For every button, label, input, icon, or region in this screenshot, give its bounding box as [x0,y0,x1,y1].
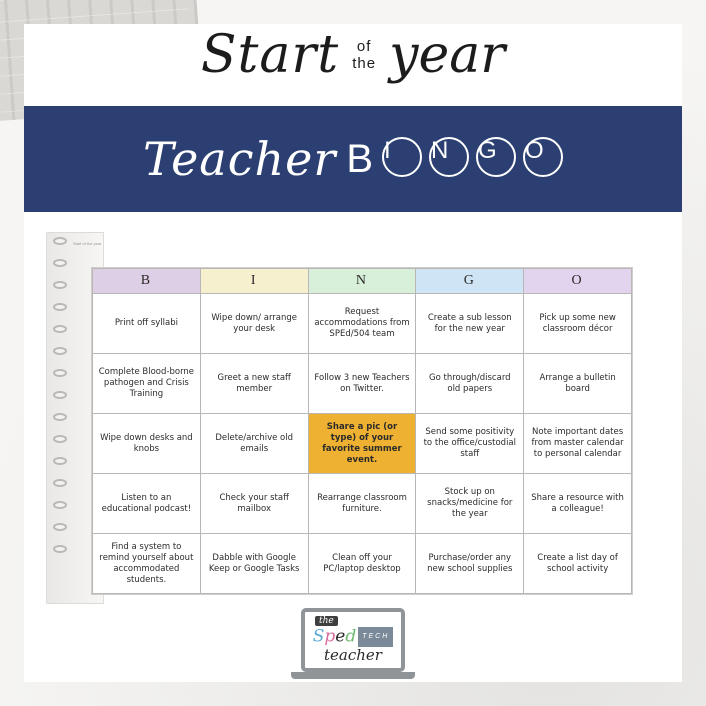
bingo-cell[interactable]: Share a resource with a colleague! [524,474,632,534]
poster-title-line2 [143,132,563,186]
bingo-cell[interactable]: Note important dates from master calendar to personal calendar [524,414,632,474]
navy-title-band [24,106,682,212]
notebook-label: Start of the year [73,241,102,246]
logo-letter-p: p [324,626,336,647]
poster-card [24,24,682,682]
bingo-cell[interactable]: Find a system to remind yourself about accommodated students. [93,534,201,594]
bingo-cell[interactable]: Stock up on snacks/medicine for the year [416,474,524,534]
bingo-cell[interactable]: Request accommodations from SPEd/504 team [308,294,416,354]
logo-sped-text [305,627,401,647]
bingo-row [93,414,632,474]
bingo-header-row [93,269,632,294]
bingo-letter-i: I [382,137,422,177]
bingo-cell[interactable]: Go through/discard old papers [416,354,524,414]
title-word-of-the [352,38,376,72]
bingo-cell[interactable]: Send some positivity to the office/custodial staff [416,414,524,474]
bingo-cell[interactable]: Rearrange classroom furniture. [308,474,416,534]
bingo-row [93,474,632,534]
bingo-column-header-o: O [524,269,632,294]
bingo-column-header-g: G [416,269,524,294]
bingo-row [93,294,632,354]
bingo-column-header-n: N [308,269,416,294]
bingo-cell[interactable]: Greet a new staff member [200,354,308,414]
title-word-start: Start [200,25,340,85]
bingo-column-header-i: I [200,269,308,294]
notebook-rings [53,237,69,601]
bingo-cell[interactable]: Dabble with Google Keep or Google Tasks [200,534,308,594]
bingo-cell[interactable]: Follow 3 new Teachers on Twitter. [308,354,416,414]
bingo-cell[interactable]: Listen to an educational podcast! [93,474,201,534]
bingo-cell[interactable]: Create a list day of school activity [524,534,632,594]
poster-title-line1 [24,26,682,84]
bingo-cell[interactable]: Delete/archive old emails [200,414,308,474]
brand-logo [293,608,413,672]
bingo-cell[interactable]: Wipe down/ arrange your desk [200,294,308,354]
bingo-row [93,534,632,594]
logo-letter-d: d [345,626,357,647]
bingo-sheet-area [24,212,682,682]
bingo-cell[interactable]: Arrange a bulletin board [524,354,632,414]
laptop-icon [301,608,405,672]
bingo-cell[interactable]: Create a sub lesson for the new year [416,294,524,354]
bingo-cell[interactable]: Check your staff mailbox [200,474,308,534]
title-word-the: the [352,55,377,72]
bingo-cell[interactable]: Print off syllabi [93,294,201,354]
bingo-row [93,354,632,414]
title-word-teacher: Teacher [142,132,337,186]
logo-teacher-text: teacher [324,646,382,664]
logo-letter-s: S [312,626,325,647]
bingo-letter-o: O [523,137,563,177]
bingo-cell[interactable]: Pick up some new classroom décor [524,294,632,354]
bingo-cell[interactable]: Complete Blood-borne pathogen and Crisis Training [93,354,201,414]
bingo-cell[interactable]: Purchase/order any new school supplies [416,534,524,594]
header-band [24,24,682,106]
bingo-letter-b: B [346,136,376,181]
bingo-cell[interactable]: Wipe down desks and knobs [93,414,201,474]
bingo-column-header-b: B [93,269,201,294]
bingo-card-table [92,268,632,594]
bingo-cell-marked[interactable]: Share a pic (or type) of your favorite summer event. [308,414,416,474]
bingo-letter-n: N [429,137,469,177]
logo-tech-badge: TECH [358,627,393,647]
logo-the-label: the [315,616,338,626]
title-word-bingo [346,137,563,182]
bingo-cell[interactable]: Clean off your PC/laptop desktop [308,534,416,594]
logo-letter-e: e [335,626,346,647]
title-word-year: year [389,25,506,85]
title-word-of: of [356,38,372,55]
bingo-letter-g: G [476,137,516,177]
